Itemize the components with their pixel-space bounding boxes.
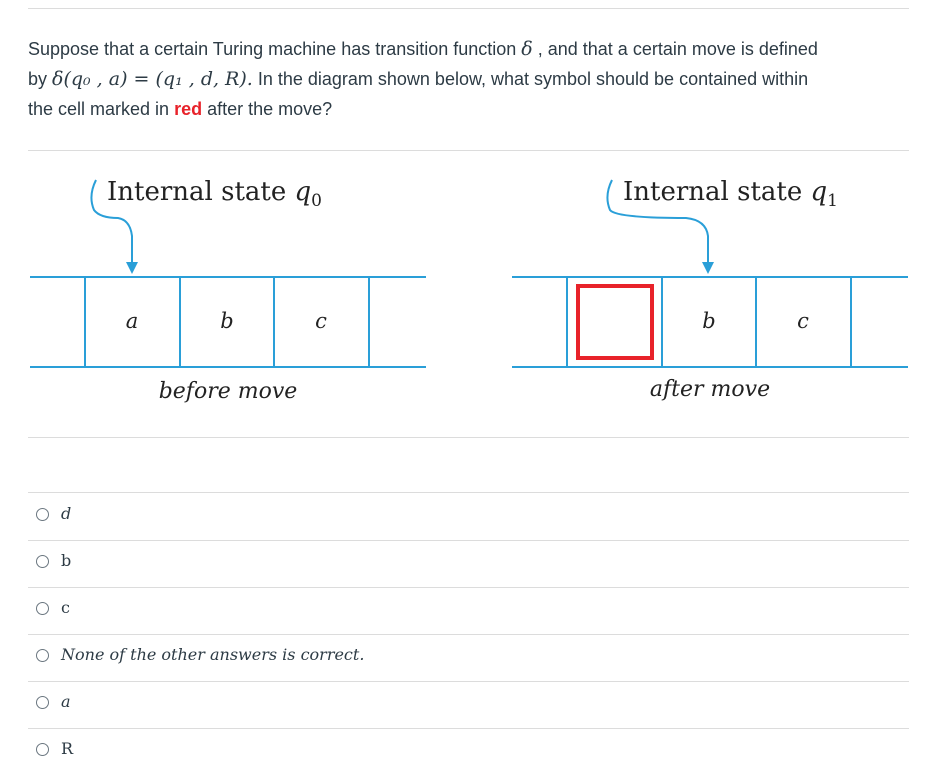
after-state-label: Internal state $q_1$	[623, 177, 838, 211]
top-divider	[28, 8, 909, 9]
question-part-2: , and that a certain move is defined	[532, 39, 818, 59]
before-state-label: Internal state $q_0$	[107, 177, 322, 211]
question-part-6: after the move?	[202, 99, 333, 119]
answer-option[interactable]	[28, 540, 909, 586]
before-arrow-head-icon	[126, 262, 138, 274]
question-part-5: the cell marked in	[28, 99, 175, 119]
after-arrow-head-icon	[702, 262, 714, 274]
question-part-1: Suppose that a certain Turing machine has transition function	[28, 39, 522, 59]
before-diagram	[30, 177, 426, 404]
question-text	[28, 34, 908, 124]
transition-formula: δ(q₀ , a) = (q₁ , d, R).	[52, 68, 253, 90]
answer-label: c	[61, 598, 70, 617]
answer-radio[interactable]	[36, 602, 49, 615]
after-caption: after move	[649, 377, 771, 402]
answer-radio[interactable]	[36, 743, 49, 756]
answer-label: b	[61, 551, 72, 570]
after-diagram	[512, 177, 908, 402]
diagram-top-divider	[28, 150, 909, 151]
question-line-1	[28, 34, 908, 64]
answer-label: None of the other answers is correct.	[61, 645, 365, 664]
question-line-2	[28, 64, 908, 94]
answer-radio[interactable]	[36, 508, 49, 521]
before-cell-1: a	[125, 309, 139, 333]
answer-radio[interactable]	[36, 696, 49, 709]
question-part-3: by	[28, 69, 53, 89]
answer-label: R	[61, 739, 74, 758]
after-cell-3: c	[797, 309, 809, 333]
before-cell-3: c	[315, 309, 327, 333]
answer-label: a	[61, 692, 71, 711]
before-cell-2: b	[220, 309, 234, 333]
red-word: red	[174, 99, 203, 119]
after-cell-2: b	[702, 309, 716, 333]
question-part-4: In the diagram shown below, what symbol should be contained within	[252, 69, 809, 89]
answer-option[interactable]	[28, 728, 909, 774]
answer-option[interactable]	[28, 634, 909, 680]
answer-option[interactable]	[28, 493, 909, 539]
before-caption: before move	[158, 379, 298, 404]
answer-option[interactable]	[28, 681, 909, 727]
answer-radio[interactable]	[36, 649, 49, 662]
turing-diagram	[0, 152, 945, 437]
answer-label: d	[61, 504, 72, 523]
question-line-3	[28, 94, 908, 124]
answer-option[interactable]	[28, 587, 909, 633]
delta-symbol: δ	[521, 38, 533, 60]
diagram-bottom-divider	[28, 437, 909, 438]
answer-radio[interactable]	[36, 555, 49, 568]
red-target-cell	[578, 286, 652, 358]
